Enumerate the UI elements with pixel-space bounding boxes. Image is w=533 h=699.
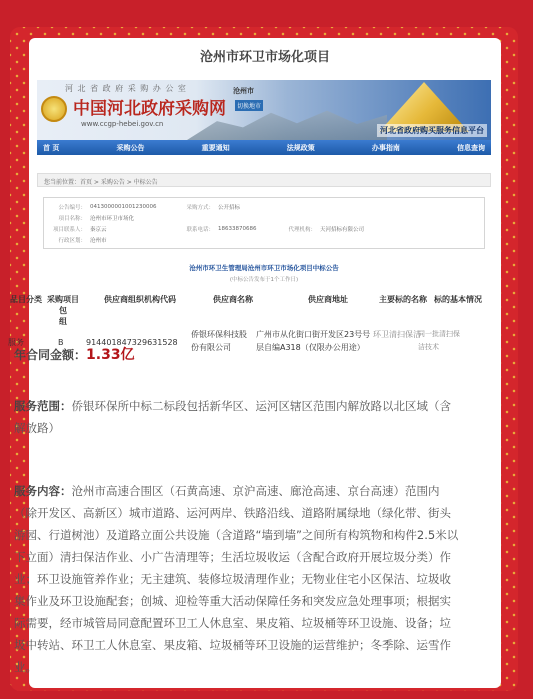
service-scope	[14, 395, 460, 439]
th-code: 供应商组织机构代码	[104, 295, 176, 304]
service-scope-text: 侨银环保所中标二标段包括新华区、运河区辖区范围内解放路以北区域（含解放路）	[14, 399, 451, 435]
nav-home[interactable]: 首 页	[43, 143, 60, 152]
platform-name: 河北省政府购买服务信息平台	[377, 124, 487, 137]
td-category: 服务	[8, 338, 24, 347]
info-key: 项目名称：	[58, 215, 86, 222]
info-value: 公开招标	[218, 204, 241, 211]
th-status: 标的基本情况	[434, 295, 482, 304]
info-row	[48, 212, 480, 223]
site-banner	[37, 80, 491, 140]
info-key: 行政区划：	[58, 237, 86, 244]
info-row	[48, 201, 480, 212]
site-url: www.ccgp-hebei.gov.cn	[81, 120, 164, 128]
emblem-icon	[41, 96, 67, 122]
service-content-label: 服务内容：	[14, 484, 72, 498]
nav-query[interactable]: 信息查询	[456, 143, 485, 152]
th-name: 供应商名称	[213, 295, 253, 304]
info-key: 项目联系人：	[52, 226, 86, 233]
project-info-box	[43, 197, 485, 249]
info-row	[48, 223, 480, 234]
info-key: 代理机构：	[288, 226, 316, 233]
info-value: 沧州市	[90, 237, 107, 244]
td-package: B	[58, 338, 64, 347]
td-status: 同一批清扫保洁技术	[418, 330, 460, 351]
breadcrumb: 您当前位置：首页 > 采购公告 > 中标公告	[37, 173, 491, 187]
page-title: 沧州市环卫市场化项目	[199, 50, 330, 65]
td-name: 侨银环保科技股 份有限公司	[191, 330, 247, 352]
info-key: 公告编号：	[58, 204, 86, 211]
info-value: 天河招标有限公司	[320, 226, 365, 233]
th-category: 品目分类	[10, 295, 42, 304]
table-header	[8, 290, 482, 326]
info-key: 联系电话：	[186, 226, 214, 233]
logo-subtitle: 河 北 省 政 府 采 购 办 公 室	[65, 84, 187, 93]
contract-amount-value: 1.33亿	[86, 347, 135, 363]
service-scope-label: 服务范围：	[14, 399, 72, 413]
notice-title: 沧州市环卫生管理局沧州市环卫市场化项目中标公告	[189, 264, 339, 272]
info-value: 0413000001001230006	[90, 203, 157, 210]
nav-guide[interactable]: 办事指南	[371, 143, 400, 152]
gov-page-screenshot	[37, 80, 491, 283]
info-value: 秦京云	[90, 226, 107, 233]
service-content	[14, 480, 460, 678]
info-key: 采购方式：	[186, 204, 214, 211]
service-content-text: 沧州市高速合围区（石黄高速、京沪高速、廊沧高速、京台高速）范围内（除开发区、高新区）城市道路、运河两岸、铁路沿线、道路附属绿地（绿化带、街头游园、行道树池）及道路立面公共设施（含道路“墙到墙”之间所有构筑物和构件2.5米以下立面）清扫保洁作业、小广告清理等；生活垃圾收运（含配合政府开展垃圾分类）作业；环卫设施管养作业；无主建筑、装修垃圾清理作业；无物业住宅小区保洁、垃圾收集作业及环卫设施配套；创城、迎检等重大活动保障任务和突发应急处理事项；根据实际需要，经市城管局同意配置环卫工人休息室、果皮箱、垃圾桶等环卫设施、设备；垃圾中转站、环卫工人休息室、果皮箱、垃圾桶等环卫设施的运营维护；冬季除、运雪作业。	[14, 484, 459, 674]
th-package: 采购项目包 组	[47, 295, 79, 326]
nav-notices[interactable]: 重要通知	[201, 143, 230, 152]
nav-policies[interactable]: 法规政策	[286, 143, 315, 152]
th-address: 供应商地址	[308, 295, 348, 304]
contract-amount	[14, 344, 135, 364]
td-code: 914401847329631528	[86, 338, 178, 347]
site-logo[interactable]: 中国河北政府采购网	[73, 99, 226, 119]
region-name: 沧州市	[233, 87, 254, 95]
info-value: 沧州市环卫市场化	[90, 215, 135, 222]
contract-amount-label: 年合同金额：	[14, 348, 87, 362]
td-subject: 环卫清扫保洁	[373, 330, 421, 339]
info-row	[48, 234, 480, 245]
notice-subtitle: (中标公告发布于1个工作日)	[229, 277, 299, 283]
info-value: 18633870686	[218, 225, 257, 232]
td-address: 广州市从化街口街开发区23号号 层自编A318（仅限办公用途）	[256, 330, 371, 352]
nav-announcements[interactable]: 采购公告	[116, 143, 145, 152]
th-subject: 主要标的名称	[379, 295, 427, 304]
main-nav	[37, 140, 491, 155]
region-switch[interactable]: 切换地市	[235, 100, 263, 111]
